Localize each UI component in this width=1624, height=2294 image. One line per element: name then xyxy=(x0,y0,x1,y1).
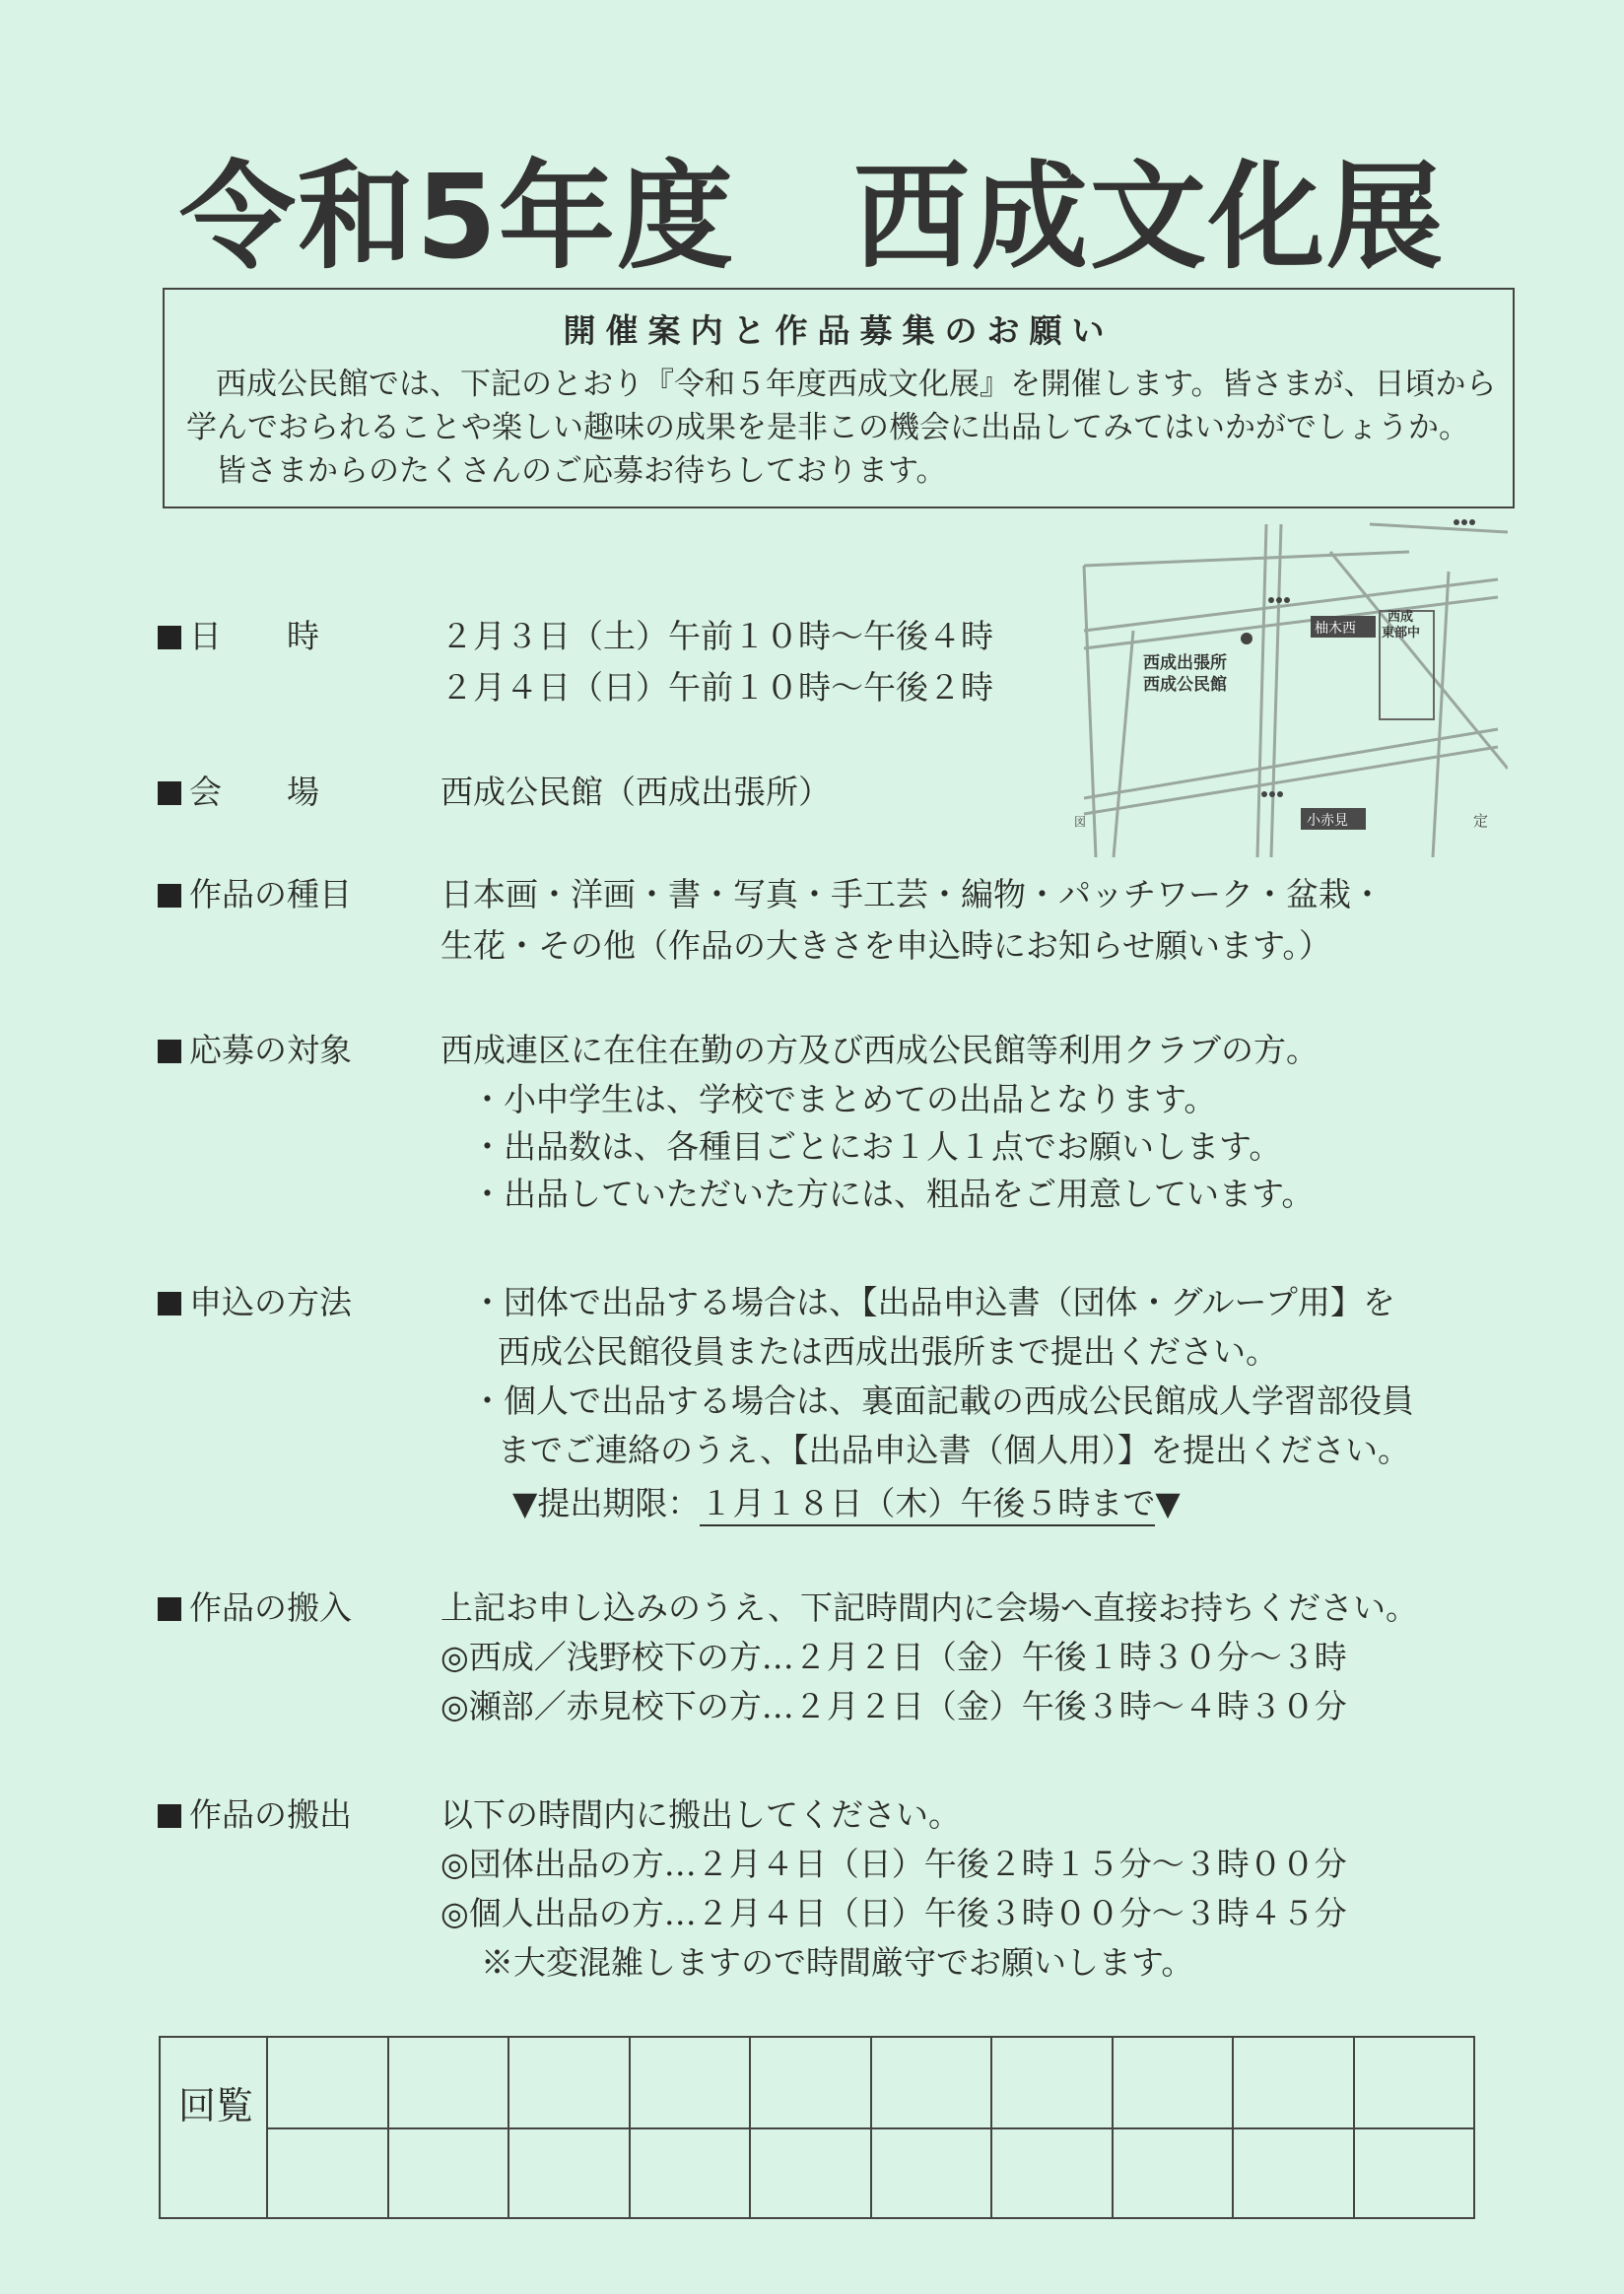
section-line: ◎団体出品の方…２月４日（日）午後２時１５分～３時００分 xyxy=(440,1845,1347,1883)
stamp-cell[interactable] xyxy=(749,2038,870,2127)
stamp-cell[interactable] xyxy=(1232,2127,1353,2217)
stamp-cell[interactable] xyxy=(1232,2038,1353,2127)
square-bullet-icon xyxy=(158,781,181,805)
section-line: 西成公民館役員または西成出張所まで提出ください。 xyxy=(498,1332,1278,1371)
stamp-cell[interactable] xyxy=(870,2127,991,2217)
section-line: ◎瀬部／赤見校下の方…２月２日（金）午後３時～４時３０分 xyxy=(440,1687,1347,1725)
stamp-cell[interactable] xyxy=(629,2038,750,2127)
section-line: ・小中学生は、学校でまとめての出品となります。 xyxy=(471,1080,1217,1118)
stamp-cell[interactable] xyxy=(1353,2127,1474,2217)
section-line: ◎個人出品の方…２月４日（日）午後３時００分～３時４５分 xyxy=(440,1894,1347,1932)
stamp-cell[interactable] xyxy=(266,2127,387,2217)
stamp-cell[interactable] xyxy=(508,2127,629,2217)
intro-line: 皆さまからのたくさんのご応募お待ちしております。 xyxy=(216,453,947,489)
stamp-cell[interactable] xyxy=(387,2038,508,2127)
intro-box xyxy=(163,288,1515,508)
stamp-cell[interactable] xyxy=(749,2127,870,2217)
stamp-cell[interactable] xyxy=(1112,2038,1233,2127)
stamp-cell[interactable] xyxy=(1112,2127,1233,2217)
map-label: 柚木西 xyxy=(1315,621,1356,637)
venue-map xyxy=(1074,512,1508,867)
stamp-cell[interactable] xyxy=(990,2127,1112,2217)
section-label-datetime: 日 時 xyxy=(158,611,319,657)
map-label: 定 xyxy=(1473,812,1489,830)
deadline-value: １月１８日（木）午後５時まで xyxy=(700,1484,1155,1526)
section-line: ※大変混雑しますので時間厳守でお願いします。 xyxy=(481,1943,1194,1982)
section-line: 以下の時間内に搬出してください。 xyxy=(440,1795,961,1834)
section-label-delivery: 作品の搬入 xyxy=(158,1583,352,1629)
section-line: 日本画・洋画・書・写真・手工芸・編物・パッチワーク・盆栽・ xyxy=(440,875,1384,913)
square-bullet-icon xyxy=(158,884,181,908)
section-line: ・個人で出品する場合は、裏面記載の西成公民館成人学習部役員 xyxy=(471,1382,1414,1420)
section-line: 生花・その他（作品の大きさを申込時にお知らせ願います。） xyxy=(440,926,1331,965)
intro-line: 学んでおられることや楽しい趣味の成果を是非この機会に出品してみてはいかがでしょうか。 xyxy=(186,410,1469,445)
section-line: ◎西成／浅野校下の方…２月２日（金）午後１時３０分～３時 xyxy=(440,1638,1347,1676)
square-bullet-icon xyxy=(158,1040,181,1063)
square-bullet-icon xyxy=(158,1292,181,1316)
section-line: ・出品数は、各種目ごとにお１人１点でお願いします。 xyxy=(471,1127,1282,1166)
section-label-eligibility: 応募の対象 xyxy=(158,1025,352,1071)
circulation-label: 回覧 xyxy=(178,2084,254,2127)
square-bullet-icon xyxy=(158,1804,181,1828)
map-label: 西成出張所 xyxy=(1143,653,1227,673)
stamp-cell[interactable] xyxy=(1353,2038,1474,2127)
stamp-cell[interactable] xyxy=(387,2127,508,2217)
section-line: 西成連区に在住在勤の方及び西成公民館等利用クラブの方。 xyxy=(440,1031,1319,1069)
section-label-categories: 作品の種目 xyxy=(158,869,352,915)
stamp-cell[interactable] xyxy=(266,2038,387,2127)
square-bullet-icon xyxy=(158,1597,181,1621)
section-label-venue: 会 場 xyxy=(158,767,319,813)
intro-line: 西成公民館では、下記のとおり『令和５年度西成文化展』を開催します。皆さまが、日頃から xyxy=(216,367,1497,402)
stamp-cell[interactable] xyxy=(990,2038,1112,2127)
section-line: ・出品していただいた方には、粗品をご用意しています。 xyxy=(471,1175,1315,1213)
deadline-line: ▼提出期限：１月１８日（木）午後５時まで▼ xyxy=(512,1478,1181,1524)
page-title: 令和5年度 西成文化展 xyxy=(178,149,1446,285)
section-label-pickup: 作品の搬出 xyxy=(158,1789,352,1836)
stamp-cell[interactable] xyxy=(870,2038,991,2127)
section-line: 西成公民館（西成出張所） xyxy=(440,773,831,811)
section-line: までご連絡のうえ、【出品申込書（個人用）】を提出ください。 xyxy=(498,1431,1410,1469)
stamp-cell[interactable] xyxy=(629,2127,750,2217)
map-label: 小赤見 xyxy=(1307,813,1348,829)
intro-heading: 開催案内と作品募集のお願い xyxy=(563,311,1115,350)
section-line: ２月３日（土）午前１０時～午後４時 xyxy=(440,617,993,655)
section-label-application: 申込の方法 xyxy=(158,1277,352,1323)
map-label: 西成公民館 xyxy=(1143,675,1227,695)
circulation-box xyxy=(159,2036,1475,2219)
map-label: 図 xyxy=(1074,815,1087,829)
section-line: 上記お申し込みのうえ、下記時間内に会場へ直接お持ちください。 xyxy=(440,1588,1418,1627)
section-line: ・団体で出品する場合は、【出品申込書（団体・グループ用】を xyxy=(471,1283,1395,1321)
map-label: 西成 xyxy=(1387,610,1414,625)
map-label: 東部中 xyxy=(1382,626,1421,641)
stamp-cell[interactable] xyxy=(508,2038,629,2127)
square-bullet-icon xyxy=(158,626,181,649)
circulation-grid xyxy=(266,2038,1473,2217)
section-line: ２月４日（日）午前１０時～午後２時 xyxy=(440,668,993,707)
